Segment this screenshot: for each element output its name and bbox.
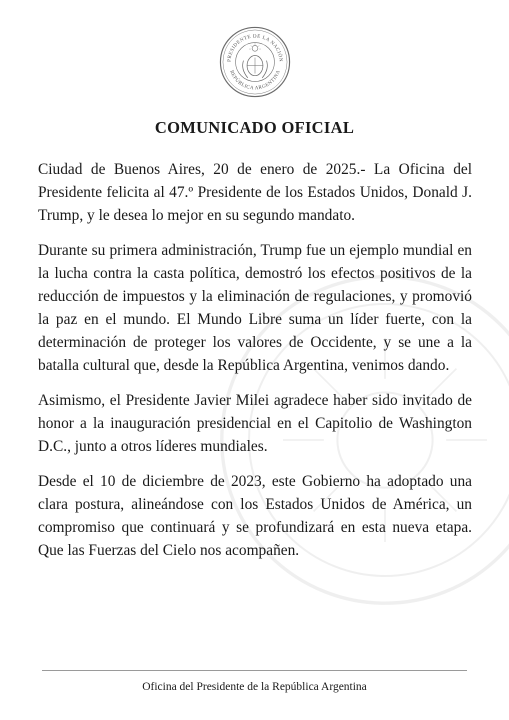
footer-text: Oficina del Presidente de la República Argentina xyxy=(142,681,367,693)
document-body xyxy=(38,158,472,574)
seal-bottom-text: REPÚBLICA ARGENTINA xyxy=(228,69,282,92)
paragraph-greeting: Ciudad de Buenos Aires, 20 de enero de 2025.- La Oficina del Presidente felicita al 47.º Presidente de los Estados Unidos, Donald J. Trump, y le desea lo mejor en su segundo mandato. xyxy=(38,161,472,224)
paragraph-commitment: Desde el 10 de diciembre de 2023, este Gobierno ha adoptado una clara postura, alineándose con los Estados Unidos de América, un compromiso que continuará y se profundizará en esta nueva etapa. Que las Fuerzas del Cielo nos acompañen. xyxy=(38,473,472,559)
footer-divider xyxy=(42,670,467,671)
paragraph-invitation: Asimismo, el Presidente Javier Milei agradece haber sido invitado de honor a la inauguración presidencial en el Capitolio de Washington D.C., junto a otros líderes mundiales. xyxy=(38,392,472,455)
presidential-seal-logo xyxy=(219,26,291,98)
document-title: COMUNICADO OFICIAL xyxy=(154,118,355,137)
paragraph-administration: Durante su primera administración, Trump fue un ejemplo mundial en la lucha contra la casta política, demostró los efectos positivos de la reducción de impuestos y la eliminación de regulaciones, y promovió la paz en el mundo. El Mundo Libre suma un líder fuerte, con la determinación de proteger los valores de Occidente, y se une a la batalla cultural que, desde la República Argentina, venimos dando. xyxy=(38,242,472,374)
seal-top-text: PRESIDENTE DE LA NACIÓN xyxy=(227,34,283,63)
